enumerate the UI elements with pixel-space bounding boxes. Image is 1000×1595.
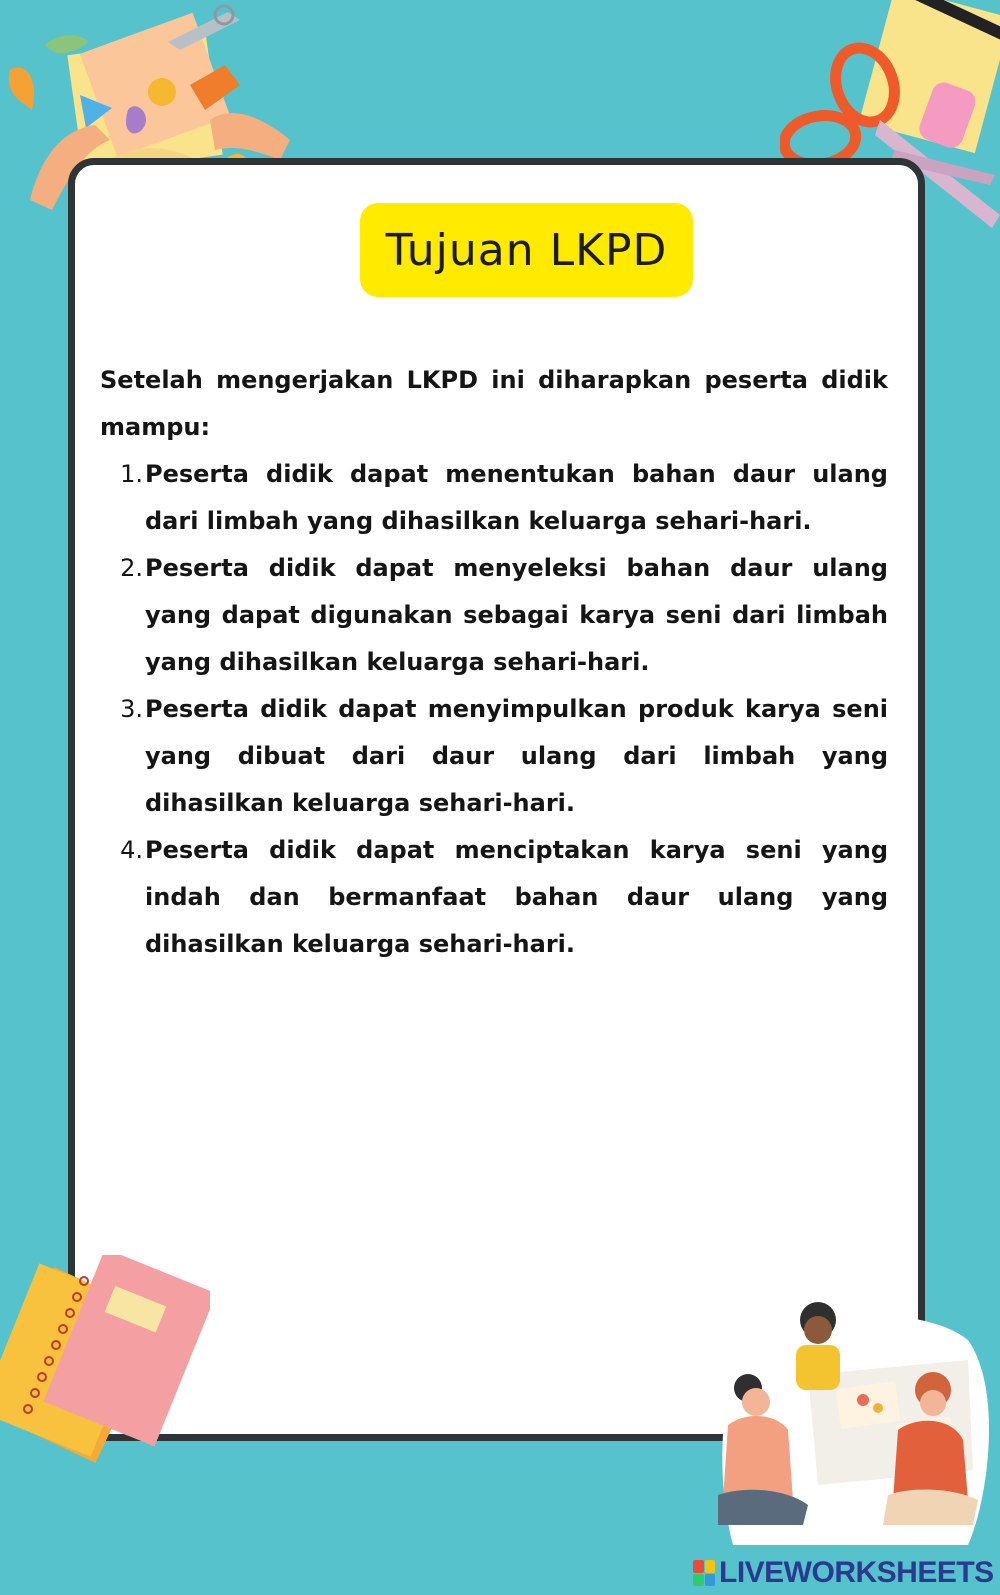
list-item <box>100 545 888 686</box>
notebook-icon <box>0 1255 210 1470</box>
list-text: Peserta didik dapat menciptakan karya seni yang indah dan bermanfaat bahan daur ulang yang dihasilkan keluarga sehari-hari. <box>145 836 888 958</box>
list-text: Peserta didik dapat menyeleksi bahan daur ulang yang dapat digunakan sebagai karya seni dari limbah yang dihasilkan keluarga sehari-hari. <box>145 554 888 676</box>
brand-watermark <box>693 1556 994 1590</box>
list-item <box>100 686 888 827</box>
page-title: Tujuan LKPD <box>360 203 693 297</box>
list-item <box>100 827 888 968</box>
intro-text: Setelah mengerjakan LKPD ini diharapkan peserta didik mampu: <box>100 366 888 441</box>
list-number: 2. <box>120 554 143 582</box>
brand-text: LIVEWORKSHEETS <box>719 1556 994 1589</box>
objectives-section <box>100 357 888 968</box>
list-text: Peserta didik dapat menyimpulkan produk karya seni yang dibuat dari daur ulang dari limbah yang dihasilkan keluarga sehari-hari. <box>145 695 888 817</box>
list-item <box>100 451 888 545</box>
list-number: 1. <box>120 460 143 488</box>
objectives-list <box>100 451 888 968</box>
list-text: Peserta didik dapat menentukan bahan daur ulang dari limbah yang dihasilkan keluarga sehari-hari. <box>145 460 888 535</box>
list-number: 3. <box>120 695 143 723</box>
brand-logo-icon <box>693 1560 715 1586</box>
children-crafting-icon <box>718 1300 1000 1560</box>
list-number: 4. <box>120 836 143 864</box>
